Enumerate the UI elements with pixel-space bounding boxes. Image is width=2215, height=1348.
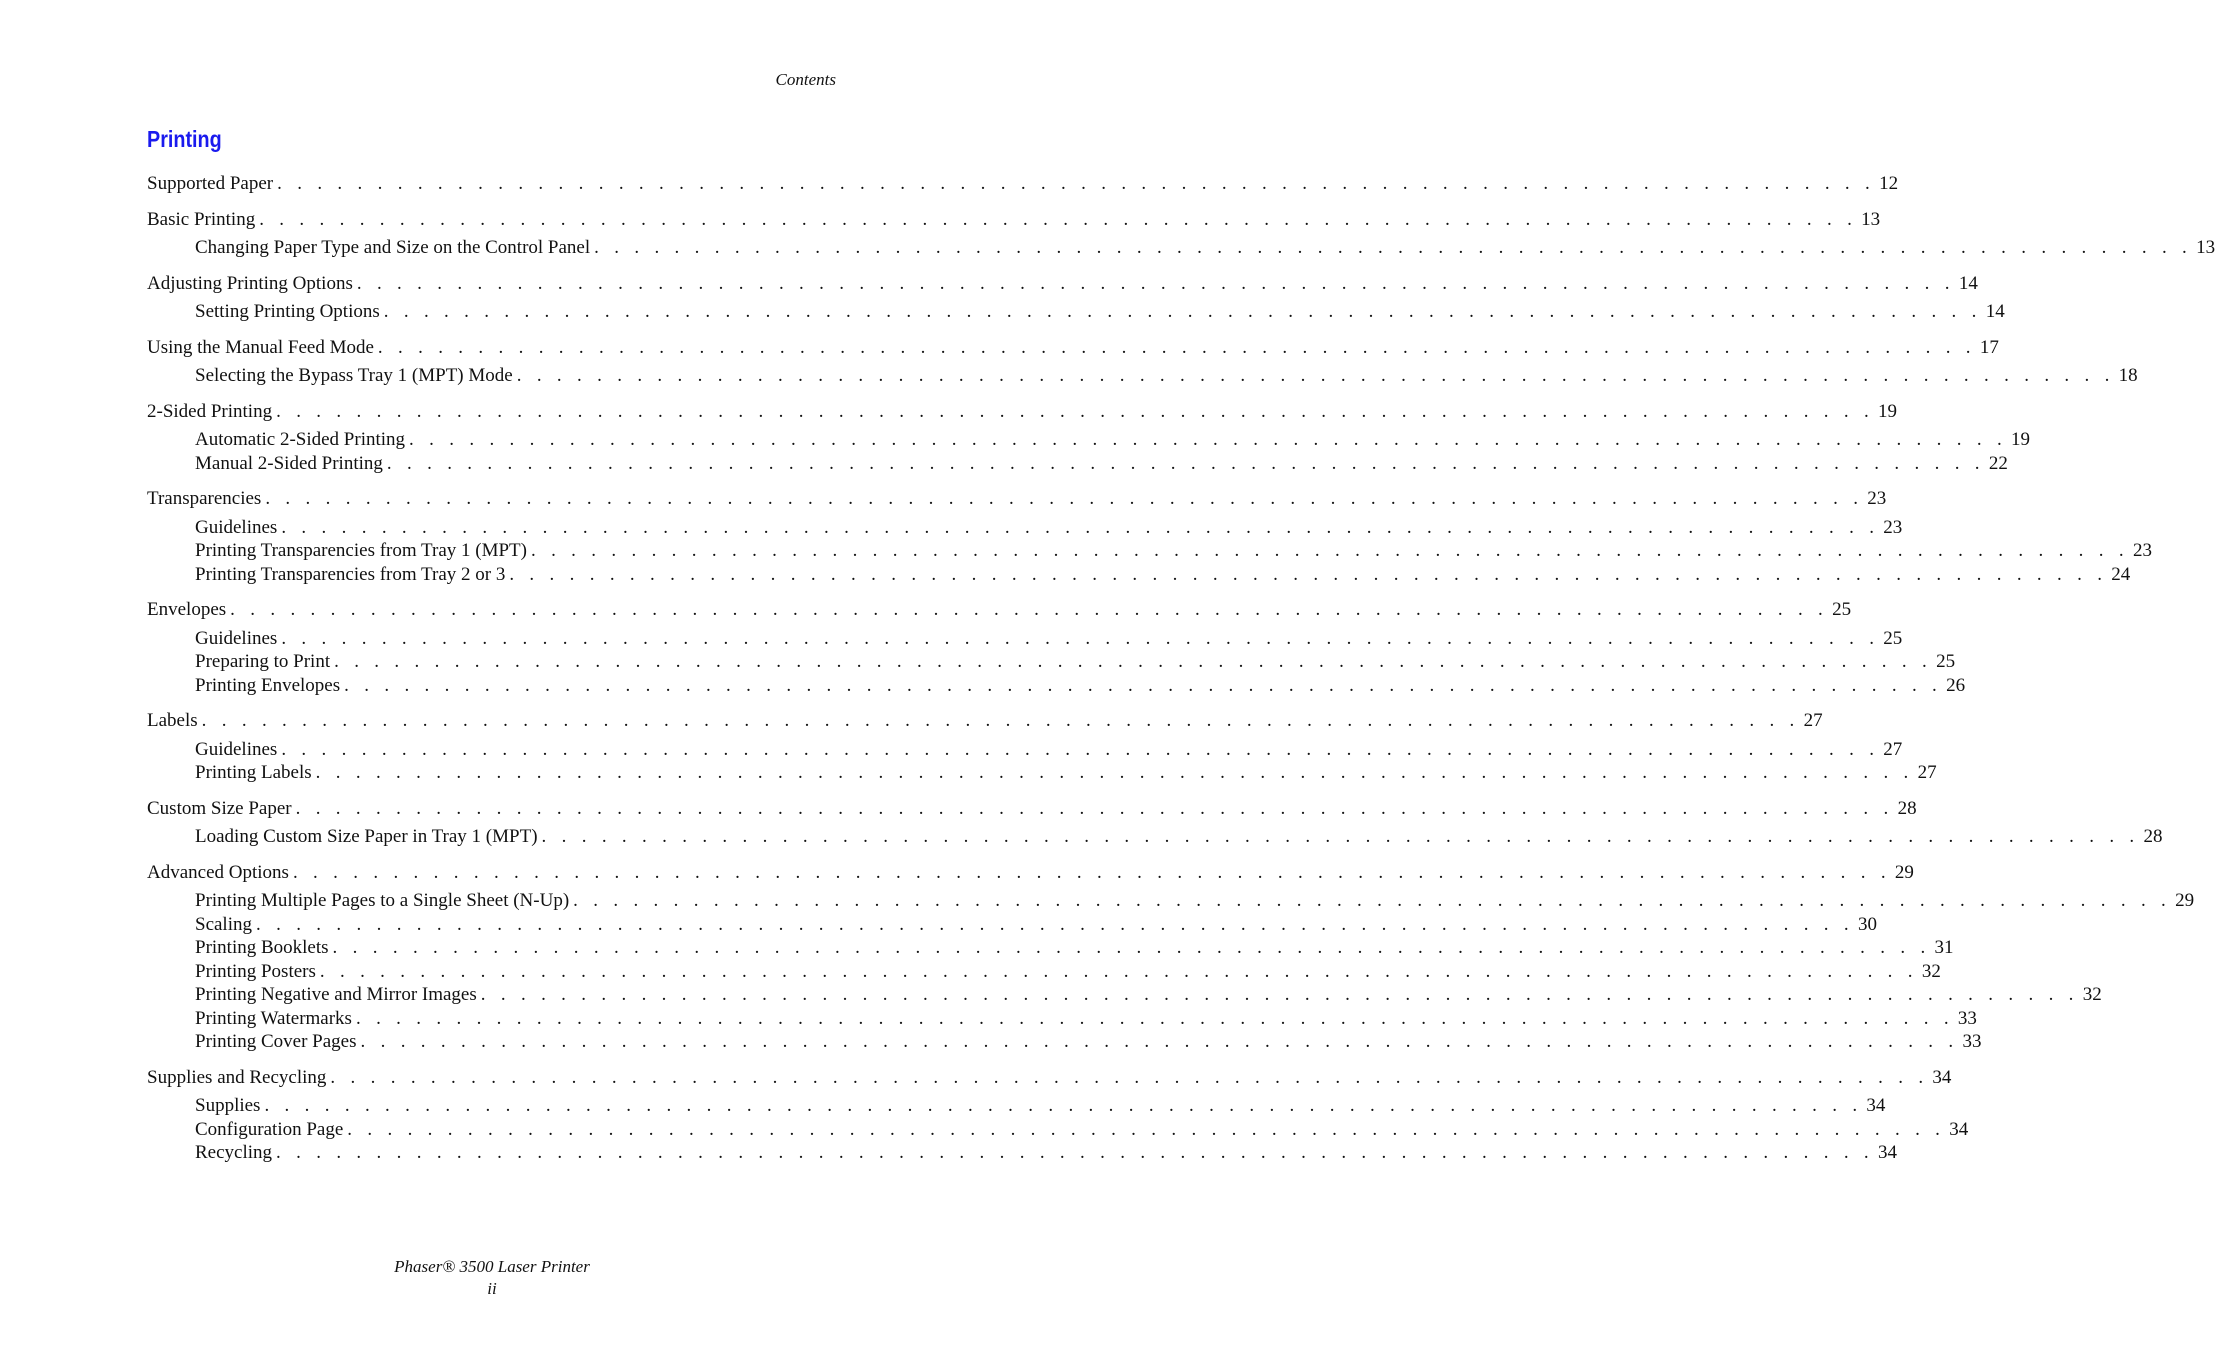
toc-entry-subsection[interactable] [147,300,2005,324]
toc-entry-title: Envelopes [147,599,227,620]
toc-entry-title: Printing Envelopes [195,674,341,696]
toc-entry-title: Setting Printing Options [195,301,380,322]
toc-entry-subsection[interactable] [147,825,2163,849]
toc-entry-chapter[interactable] [147,861,1914,885]
toc-entry-page-number: 23 [2132,540,2152,561]
toc-entry-title: Supported Paper [147,173,274,194]
toc-entry-page-number: 28 [1897,797,1917,819]
toc-dot-leader: . . . . . . . . . . . . . . . . . . . . . . . . . . . . . . . . . . . . . . . . . . . . . . . . . . . . . . . . . . . . . . . . . . . . . . . . . . . . . . . . [315,762,1914,783]
toc-entry-title: Advanced Options [147,861,289,883]
toc-entry-chapter[interactable] [147,208,1881,232]
toc-entry-page-number: 13 [1861,208,1881,230]
toc-entry-subsection[interactable] [147,516,1903,540]
toc-dot-leader: . . . . . . . . . . . . . . . . . . . . . . . . . . . . . . . . . . . . . . . . . . . . . . . . . . . . . . . . . . . . . . . . . . . . . . . . . . . . . . . . [360,1031,1959,1052]
toc-entry-title: Printing Transparencies from Tray 2 or 3 [195,563,506,585]
toc-entry-page-number: 27 [1917,762,1937,783]
toc-entry-subsection[interactable] [147,452,2008,476]
toc-entry-page-number: 19 [1878,400,1898,422]
toc-dot-leader: . . . . . . . . . . . . . . . . . . . . . . . . . . . . . . . . . . . . . . . . . . . . . . . . . . . . . . . . . . . . . . . . . . . . . . . . . . . . . . . . [277,173,1876,194]
toc-entry-chapter[interactable] [147,272,1978,296]
toc-entry-page-number: 29 [2175,890,2195,911]
toc-group [147,1066,1969,1165]
toc-entry-page-number: 25 [1936,651,1956,672]
toc-dot-leader: . . . . . . . . . . . . . . . . . . . . . . . . . . . . . . . . . . . . . . . . . . . . . . . . . . . . . . . . . . . . . . . . . . . . . . . . . . . . . . . . [332,937,1931,958]
toc-dot-leader: . . . . . . . . . . . . . . . . . . . . . . . . . . . . . . . . . . . . . . . . . . . . . . . . . . . . . . . . . . . . . . . . . . . . . . . . . . . . . . . . [319,960,1918,982]
toc-dot-leader: . . . . . . . . . . . . . . . . . . . . . . . . . . . . . . . . . . . . . . . . . . . . . . . . . . . . . . . . . . . . . . . . . . . . . . . . . . . . . . . . [276,1142,1874,1163]
toc-entry-title: Scaling [195,913,252,935]
toc-entry-page-number: 23 [1867,488,1887,509]
toc-entry-title: Custom Size Paper [147,797,292,819]
toc-entry-page-number: 19 [2011,429,2030,450]
toc-entry-title: Guidelines [195,516,278,538]
toc-entry-title: Printing Labels [195,762,312,783]
toc-entry-subsection[interactable] [147,936,1954,960]
toc-entry-page-number: 27 [1883,738,1903,760]
toc-dot-leader: . . . . . . . . . . . . . . . . . . . . . . . . . . . . . . . . . . . . . . . . . . . . . . . . . . . . . . . . . . . . . . . . . . . . . . . . . . . . . . . . [344,674,1943,696]
toc-entry-subsection[interactable] [147,960,1941,984]
toc-entry-page-number: 13 [2196,237,2215,258]
toc-dot-leader: . . . . . . . . . . . . . . . . . . . . . . . . . . . . . . . . . . . . . . . . . . . . . . . . . . . . . . . . . . . . . . . . . . . . . . . . . . . . . . . . [330,1066,1929,1088]
toc-dot-leader: . . . . . . . . . . . . . . . . . . . . . . . . . . . . . . . . . . . . . . . . . . . . . . . . . . . . . . . . . . . . . . . . . . . . . . . . . . . . . . . . [541,826,2140,847]
toc-group [147,598,1966,697]
toc-entry-page-number: 29 [1894,861,1914,883]
toc-dot-leader: . . . . . . . . . . . . . . . . . . . . . . . . . . . . . . . . . . . . . . . . . . . . . . . . . . . . . . . . . . . . . . . . . . . . . . . . . . . . . . . . [264,1095,1863,1116]
toc-entry-subsection[interactable] [147,539,2152,563]
toc-entry-page-number: 32 [1921,960,1941,982]
toc-dot-leader: . . . . . . . . . . . . . . . . . . . . . . . . . . . . . . . . . . . . . . . . . . . . . . . . . . . . . . . . . . . . . . . . . . . . . . . . . . . . . . . . [230,599,1829,620]
toc-entry-page-number: 30 [1857,913,1877,935]
toc-entry-title: Adjusting Printing Options [147,272,353,294]
toc-entry-title: 2-Sided Printing [147,400,273,422]
toc-dot-leader: . . . . . . . . . . . . . . . . . . . . . . . . . . . . . . . . . . . . . . . . . . . . . . . . . . . . . . . . . . . . . . . . . . . . . . . . . . . . . . . . [594,237,2193,258]
toc-dot-leader: . . . . . . . . . . . . . . . . . . . . . . . . . . . . . . . . . . . . . . . . . . . . . . . . . . . . . . . . . . . . . . . . . . . . . . . . . . . . . . . . [201,710,1800,731]
running-header: Contents [775,70,836,89]
toc-dot-leader: . . . . . . . . . . . . . . . . . . . . . . . . . . . . . . . . . . . . . . . . . . . . . . . . . . . . . . . . . . . . . . . . . . . . . . . . . . . . . . . . [292,861,1891,883]
toc-entry-subsection[interactable] [147,1141,1897,1165]
toc-group [147,336,2138,388]
toc-dot-leader: . . . . . . . . . . . . . . . . . . . . . . . . . . . . . . . . . . . . . . . . . . . . . . . . . . . . . . . . . . . . . . . . . . . . . . . . . . . . . . . . [355,1007,1954,1029]
toc-group [147,797,2163,849]
toc-dot-leader: . . . . . . . . . . . . . . . . . . . . . . . . . . . . . . . . . . . . . . . . . . . . . . . . . . . . . . . . . . . . . . . . . . . . . . . . . . . . . . . . [516,365,2115,386]
toc-entry-title: Supplies and Recycling [147,1066,327,1088]
toc-entry-page-number: 14 [1958,272,1978,294]
toc-dot-leader: . . . . . . . . . . . . . . . . . . . . . . . . . . . . . . . . . . . . . . . . . . . . . . . . . . . . . . . . . . . . . . . . . . . . . . . . . . . . . . . . [281,738,1880,760]
toc-entry-page-number: 23 [1883,516,1903,538]
toc-entry-chapter[interactable] [147,598,1852,622]
toc-entry-title: Printing Negative and Mirror Images [195,984,477,1005]
toc-dot-leader: . . . . . . . . . . . . . . . . . . . . . . . . . . . . . . . . . . . . . . . . . . . . . . . . . . . . . . . . . . . . . . . . . . . . . . . . . . . . . . . . [377,336,1976,358]
toc-entry-title: Guidelines [195,738,278,760]
toc-entry-subsection[interactable] [147,738,1903,762]
toc-entry-page-number: 22 [1988,452,2008,474]
toc-entry-chapter[interactable] [147,797,1917,821]
toc-entry-page-number: 33 [1962,1031,1982,1052]
toc-dot-leader: . . . . . . . . . . . . . . . . . . . . . . . . . . . . . . . . . . . . . . . . . . . . . . . . . . . . . . . . . . . . . . . . . . . . . . . . . . . . . . . . [386,452,1985,474]
toc-entry-title: Supplies [195,1095,261,1116]
toc-entry-page-number: 14 [1985,301,2005,322]
toc-entry-chapter[interactable] [147,709,1823,733]
toc-entry-title: Printing Cover Pages [195,1031,357,1052]
toc-group [147,861,2195,1054]
toc-entry-title: Automatic 2-Sided Printing [195,429,406,450]
toc-entry-page-number: 28 [2143,826,2163,847]
toc-dot-leader: . . . . . . . . . . . . . . . . . . . . . . . . . . . . . . . . . . . . . . . . . . . . . . . . . . . . . . . . . . . . . . . . . . . . . . . . . . . . . . . . [347,1118,1946,1140]
toc-dot-leader: . . . . . . . . . . . . . . . . . . . . . . . . . . . . . . . . . . . . . . . . . . . . . . . . . . . . . . . . . . . . . . . . . . . . . . . . . . . . . . . . [573,890,2172,911]
toc-entry-page-number: 18 [2118,365,2138,386]
toc-entry-page-number: 34 [1932,1066,1952,1088]
toc-entry-title: Printing Booklets [195,937,329,958]
toc-entry-title: Configuration Page [195,1118,344,1140]
toc-dot-leader: . . . . . . . . . . . . . . . . . . . . . . . . . . . . . . . . . . . . . . . . . . . . . . . . . . . . . . . . . . . . . . . . . . . . . . . . . . . . . . . . [265,488,1864,509]
toc-group [147,272,2005,324]
toc-entry-subsection[interactable] [147,983,2102,1007]
toc-dot-leader: . . . . . . . . . . . . . . . . . . . . . . . . . . . . . . . . . . . . . . . . . . . . . . . . . . . . . . . . . . . . . . . . . . . . . . . . . . . . . . . . [530,540,2129,561]
toc-dot-leader: . . . . . . . . . . . . . . . . . . . . . . . . . . . . . . . . . . . . . . . . . . . . . . . . . . . . . . . . . . . . . . . . . . . . . . . . . . . . . . . . [256,913,1854,935]
toc-dot-leader: . . . . . . . . . . . . . . . . . . . . . . . . . . . . . . . . . . . . . . . . . . . . . . . . . . . . . . . . . . . . . . . . . . . . . . . . . . . . . . . . [295,797,1894,819]
toc-group [147,709,1937,785]
toc-entry-page-number: 32 [2082,984,2102,1005]
toc-dot-leader: . . . . . . . . . . . . . . . . . . . . . . . . . . . . . . . . . . . . . . . . . . . . . . . . . . . . . . . . . . . . . . . . . . . . . . . . . . . . . . . . [409,429,2007,450]
toc-entry-page-number: 31 [1934,937,1954,958]
toc-entry-page-number: 25 [1883,627,1903,649]
toc-entry-subsection[interactable] [147,236,2215,260]
toc-entry-page-number: 27 [1803,710,1823,731]
toc-entry-subsection[interactable] [147,563,2131,587]
section-title: Printing [147,126,222,152]
running-footer [0,1256,984,1300]
toc-entry-title: Preparing to Print [195,651,331,672]
footer-product-name: Phaser® 3500 Laser Printer [394,1257,590,1276]
toc-entry-title: Changing Paper Type and Size on the Control Panel [195,237,591,258]
toc-entry-title: Printing Posters [195,960,316,982]
footer-page-number: ii [487,1279,497,1298]
toc-entry-page-number: 17 [1979,336,1999,358]
toc-group [147,172,1899,196]
toc-dot-leader: . . . . . . . . . . . . . . . . . . . . . . . . . . . . . . . . . . . . . . . . . . . . . . . . . . . . . . . . . . . . . . . . . . . . . . . . . . . . . . . . [334,651,1933,672]
toc-entry-page-number: 26 [1946,674,1966,696]
toc-dot-leader: . . . . . . . . . . . . . . . . . . . . . . . . . . . . . . . . . . . . . . . . . . . . . . . . . . . . . . . . . . . . . . . . . . . . . . . . . . . . . . . . [281,627,1880,649]
toc-entry-subsection[interactable] [147,913,1877,937]
toc-entry-title: Using the Manual Feed Mode [147,336,374,358]
toc-entry-subsection[interactable] [147,650,1956,674]
toc-entry-title: Selecting the Bypass Tray 1 (MPT) Mode [195,365,513,386]
toc-entry-page-number: 33 [1957,1007,1977,1029]
toc-entry-chapter[interactable] [147,400,1898,424]
toc-entry-subsection[interactable] [147,761,1937,785]
toc-entry-title: Guidelines [195,627,278,649]
toc-entry-title: Printing Multiple Pages to a Single Sheet (N-Up) [195,890,570,911]
toc-entry-page-number: 34 [1877,1142,1897,1163]
toc-entry-page-number: 34 [1949,1118,1969,1140]
toc-entry-subsection[interactable] [147,674,1966,698]
toc-entry-subsection[interactable] [147,889,2195,913]
toc-entry-title: Printing Transparencies from Tray 1 (MPT) [195,540,527,561]
toc-group [147,400,2030,476]
toc-entry-subsection[interactable] [147,1030,1982,1054]
toc-entry-title: Printing Watermarks [195,1007,352,1029]
toc-group [147,208,2215,260]
toc-entry-subsection[interactable] [147,1007,1977,1031]
toc-entry-page-number: 12 [1879,173,1899,194]
toc-entry-subsection[interactable] [147,364,2138,388]
toc-entry-page-number: 24 [2111,563,2131,585]
toc-group [147,487,2152,586]
toc-entry-page-number: 25 [1832,599,1852,620]
toc-entry-title: Transparencies [147,488,262,509]
toc-entry-title: Basic Printing [147,208,256,230]
toc-entry-title: Loading Custom Size Paper in Tray 1 (MPT) [195,826,538,847]
toc-dot-leader: . . . . . . . . . . . . . . . . . . . . . . . . . . . . . . . . . . . . . . . . . . . . . . . . . . . . . . . . . . . . . . . . . . . . . . . . . . . . . . . . [383,301,1982,322]
toc-entry-chapter[interactable] [147,487,1887,511]
toc-entry-subsection[interactable] [147,428,2030,452]
toc-dot-leader: . . . . . . . . . . . . . . . . . . . . . . . . . . . . . . . . . . . . . . . . . . . . . . . . . . . . . . . . . . . . . . . . . . . . . . . . . . . . . . . . [276,400,1875,422]
toc-entry-title: Manual 2-Sided Printing [195,452,383,474]
toc-entry-subsection[interactable] [147,627,1903,651]
toc-dot-leader: . . . . . . . . . . . . . . . . . . . . . . . . . . . . . . . . . . . . . . . . . . . . . . . . . . . . . . . . . . . . . . . . . . . . . . . . . . . . . . . . [259,208,1858,230]
toc-entry-title: Recycling [195,1142,273,1163]
toc-entry-page-number: 34 [1866,1095,1886,1116]
toc-dot-leader: . . . . . . . . . . . . . . . . . . . . . . . . . . . . . . . . . . . . . . . . . . . . . . . . . . . . . . . . . . . . . . . . . . . . . . . . . . . . . . . . [480,984,2079,1005]
toc-dot-leader: . . . . . . . . . . . . . . . . . . . . . . . . . . . . . . . . . . . . . . . . . . . . . . . . . . . . . . . . . . . . . . . . . . . . . . . . . . . . . . . . [356,272,1955,294]
toc-entry-chapter[interactable] [147,336,1999,360]
table-of-contents [147,172,2215,1177]
toc-dot-leader: . . . . . . . . . . . . . . . . . . . . . . . . . . . . . . . . . . . . . . . . . . . . . . . . . . . . . . . . . . . . . . . . . . . . . . . . . . . . . . . . [509,563,2108,585]
toc-entry-title: Labels [147,710,198,731]
toc-entry-subsection[interactable] [147,1094,1886,1118]
toc-dot-leader: . . . . . . . . . . . . . . . . . . . . . . . . . . . . . . . . . . . . . . . . . . . . . . . . . . . . . . . . . . . . . . . . . . . . . . . . . . . . . . . . [281,516,1880,538]
toc-entry-chapter[interactable] [147,1066,1952,1090]
toc-entry-subsection[interactable] [147,1118,1969,1142]
toc-entry-chapter[interactable] [147,172,1899,196]
